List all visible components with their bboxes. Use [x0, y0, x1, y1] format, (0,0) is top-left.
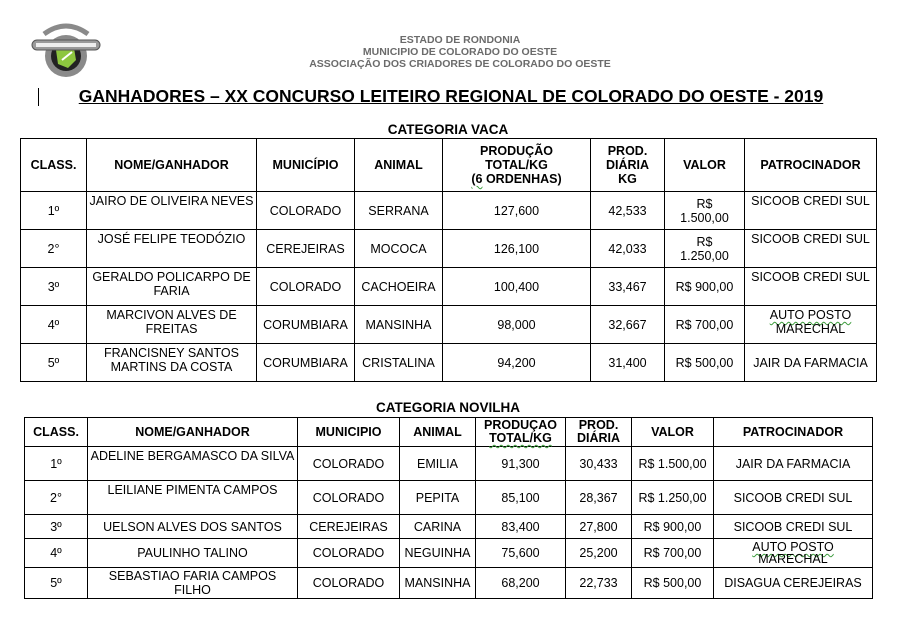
- cell-animal: MANSINHA: [355, 306, 443, 344]
- col-animal: ANIMAL: [355, 139, 443, 192]
- cell-valor: R$ 500,00: [665, 344, 745, 382]
- col-producao-line1: PRODUÇÃO: [480, 144, 553, 158]
- table-row: [21, 230, 877, 268]
- table-row: [21, 306, 877, 344]
- cell-nome: SEBASTIAO FARIA CAMPOS FILHO: [88, 568, 298, 599]
- cell-producao: 126,100: [443, 230, 591, 268]
- col-patrocinador: PATROCINADOR: [745, 139, 877, 192]
- cell-class: 2°: [21, 230, 87, 268]
- cell-patrocinador: JAIR DA FARMACIA: [745, 344, 877, 382]
- cell-municipio: CEREJEIRAS: [257, 230, 355, 268]
- col-diaria-line2: DIÁRIA: [576, 431, 621, 445]
- cell-producao: 127,600: [443, 192, 591, 230]
- cell-patrocinador: [745, 306, 877, 344]
- cell-valor: [665, 192, 745, 230]
- cell-producao: 83,400: [476, 515, 566, 539]
- cell-municipio: CEREJEIRAS: [298, 515, 400, 539]
- cell-municipio: COLORADO: [298, 447, 400, 481]
- col-class: CLASS.: [21, 139, 87, 192]
- cell-animal: CARINA: [400, 515, 476, 539]
- novilha-results-table: [24, 417, 873, 599]
- cell-valor: R$ 1.500,00: [632, 447, 714, 481]
- table-row: [25, 481, 873, 515]
- cell-patrocinador-line1: AUTO POSTO: [752, 540, 834, 554]
- cell-animal: MANSINHA: [400, 568, 476, 599]
- cell-valor-line2: 1.500,00: [680, 210, 729, 225]
- col-producao: [476, 418, 566, 447]
- cell-valor: R$ 700,00: [632, 539, 714, 568]
- col-nome: NOME/GANHADOR: [87, 139, 257, 192]
- cell-diaria: 22,733: [566, 568, 632, 599]
- cell-producao: 91,300: [476, 447, 566, 481]
- cell-class: 3º: [25, 515, 88, 539]
- cell-patrocinador-line2: MARECHAL: [775, 322, 846, 336]
- col-producao-line3b: ORDENHAS): [482, 172, 562, 186]
- cell-animal: PEPITA: [400, 481, 476, 515]
- cell-diaria: 32,667: [591, 306, 665, 344]
- cell-patrocinador: [714, 539, 873, 568]
- document-title: GANHADORES – XX CONCURSO LEITEIRO REGIONAL DE COLORADO DO OESTE - 2019: [78, 86, 824, 106]
- table-header-row: [21, 139, 877, 192]
- cell-diaria: 25,200: [566, 539, 632, 568]
- cell-nome: GERALDO POLICARPO DE FARIA: [87, 268, 257, 306]
- col-diaria-line1: PROD.: [578, 418, 619, 432]
- cell-class: 2°: [25, 481, 88, 515]
- cell-producao: 75,600: [476, 539, 566, 568]
- col-diaria-line2: DIÁRIA: [605, 158, 650, 172]
- cell-patrocinador: SICOOB CREDI SUL: [745, 268, 877, 306]
- col-patrocinador: PATROCINADOR: [714, 418, 873, 447]
- cell-diaria: 27,800: [566, 515, 632, 539]
- col-nome: NOME/GANHADOR: [88, 418, 298, 447]
- cell-nome: PAULINHO TALINO: [88, 539, 298, 568]
- cell-animal: CRISTALINA: [355, 344, 443, 382]
- cell-municipio: COLORADO: [298, 539, 400, 568]
- cell-producao: 98,000: [443, 306, 591, 344]
- cell-valor: R$ 1.250,00: [632, 481, 714, 515]
- cell-valor: [665, 230, 745, 268]
- col-valor: VALOR: [632, 418, 714, 447]
- table-row: [25, 447, 873, 481]
- cell-valor: R$ 700,00: [665, 306, 745, 344]
- cell-animal: CACHOEIRA: [355, 268, 443, 306]
- logo-emblem-icon: [30, 20, 102, 80]
- cell-animal: MOCOCA: [355, 230, 443, 268]
- col-municipio: MUNICÍPIO: [257, 139, 355, 192]
- cell-municipio: CORUMBIARA: [257, 306, 355, 344]
- table-row: [21, 192, 877, 230]
- cell-nome: LEILIANE PIMENTA CAMPOS: [88, 481, 298, 515]
- col-producao-line3a: (6: [471, 172, 483, 186]
- cell-nome: ADELINE BERGAMASCO DA SILVA: [88, 447, 298, 481]
- cell-diaria: 33,467: [591, 268, 665, 306]
- table-row: [21, 268, 877, 306]
- cell-patrocinador-line2: MARECHAL: [758, 552, 828, 566]
- cell-animal: EMILIA: [400, 447, 476, 481]
- cell-class: 1º: [25, 447, 88, 481]
- cell-class: 5º: [25, 568, 88, 599]
- document-header: [300, 34, 620, 70]
- cell-municipio: COLORADO: [298, 568, 400, 599]
- category-vaca-heading: CATEGORIA VACA: [387, 122, 509, 137]
- table-row: [25, 539, 873, 568]
- cell-valor-line2: 1.250,00: [680, 248, 729, 263]
- cell-valor-line1: R$: [696, 234, 713, 249]
- cell-municipio: COLORADO: [257, 268, 355, 306]
- cell-patrocinador: SICOOB CREDI SUL: [745, 192, 877, 230]
- col-animal: ANIMAL: [400, 418, 476, 447]
- cell-patrocinador: SICOOB CREDI SUL: [745, 230, 877, 268]
- cell-producao: 85,100: [476, 481, 566, 515]
- col-producao: [443, 139, 591, 192]
- cell-class: 3º: [21, 268, 87, 306]
- cell-producao: 68,200: [476, 568, 566, 599]
- cell-nome: UELSON ALVES DOS SANTOS: [88, 515, 298, 539]
- cell-valor: R$ 900,00: [632, 515, 714, 539]
- vaca-results-table: [20, 138, 877, 382]
- col-diaria: [566, 418, 632, 447]
- cell-nome: MARCIVON ALVES DE FREITAS: [87, 306, 257, 344]
- category-novilha-heading: CATEGORIA NOVILHA: [376, 400, 520, 415]
- col-producao-line3: [445, 172, 588, 186]
- cell-diaria: 42,033: [591, 230, 665, 268]
- cell-patrocinador-line1: AUTO POSTO: [769, 308, 852, 322]
- col-valor: VALOR: [665, 139, 745, 192]
- cell-class: 4º: [25, 539, 88, 568]
- cell-valor: R$ 900,00: [665, 268, 745, 306]
- cell-municipio: COLORADO: [298, 481, 400, 515]
- cell-nome: JAIRO DE OLIVEIRA NEVES: [87, 192, 257, 230]
- table-row: [21, 344, 877, 382]
- cell-patrocinador: DISAGUA CEREJEIRAS: [714, 568, 873, 599]
- cell-diaria: 42,533: [591, 192, 665, 230]
- col-diaria: [591, 139, 665, 192]
- cell-producao: 94,200: [443, 344, 591, 382]
- cell-patrocinador: SICOOB CREDI SUL: [714, 481, 873, 515]
- cell-diaria: 28,367: [566, 481, 632, 515]
- cell-diaria: 30,433: [566, 447, 632, 481]
- cell-valor-line1: R$: [696, 196, 713, 211]
- cell-patrocinador: JAIR DA FARMACIA: [714, 447, 873, 481]
- col-diaria-line3: KG: [618, 172, 637, 186]
- col-class: CLASS.: [25, 418, 88, 447]
- cell-municipio: COLORADO: [257, 192, 355, 230]
- col-diaria-line1: PROD.: [607, 144, 648, 158]
- col-producao-line1: PRODUÇAO: [484, 418, 557, 432]
- col-producao-line2: TOTAL/KG: [485, 158, 548, 172]
- header-state: ESTADO DE RONDONIA: [399, 34, 521, 46]
- cell-diaria: 31,400: [591, 344, 665, 382]
- cell-class: 5º: [21, 344, 87, 382]
- cell-patrocinador: SICOOB CREDI SUL: [714, 515, 873, 539]
- cell-nome: FRANCISNEY SANTOS MARTINS DA COSTA: [87, 344, 257, 382]
- cell-animal: NEGUINHA: [400, 539, 476, 568]
- cell-class: 1º: [21, 192, 87, 230]
- cell-class: 4º: [21, 306, 87, 344]
- cell-animal: SERRANA: [355, 192, 443, 230]
- cell-valor: R$ 500,00: [632, 568, 714, 599]
- table-row: [25, 515, 873, 539]
- col-municipio: MUNICIPIO: [298, 418, 400, 447]
- header-municipality: MUNICIPIO DE COLORADO DO OESTE: [362, 46, 558, 58]
- cell-municipio: CORUMBIARA: [257, 344, 355, 382]
- table-row: [25, 568, 873, 599]
- header-association: ASSOCIAÇÃO DOS CRIADORES DE COLORADO DO OESTE: [309, 58, 611, 70]
- asccol-logo: [30, 20, 102, 80]
- cell-producao: 100,400: [443, 268, 591, 306]
- cell-nome: JOSÉ FELIPE TEODÓZIO: [87, 230, 257, 268]
- col-producao-line2: TOTAL/KG: [489, 431, 552, 445]
- table-header-row: [25, 418, 873, 447]
